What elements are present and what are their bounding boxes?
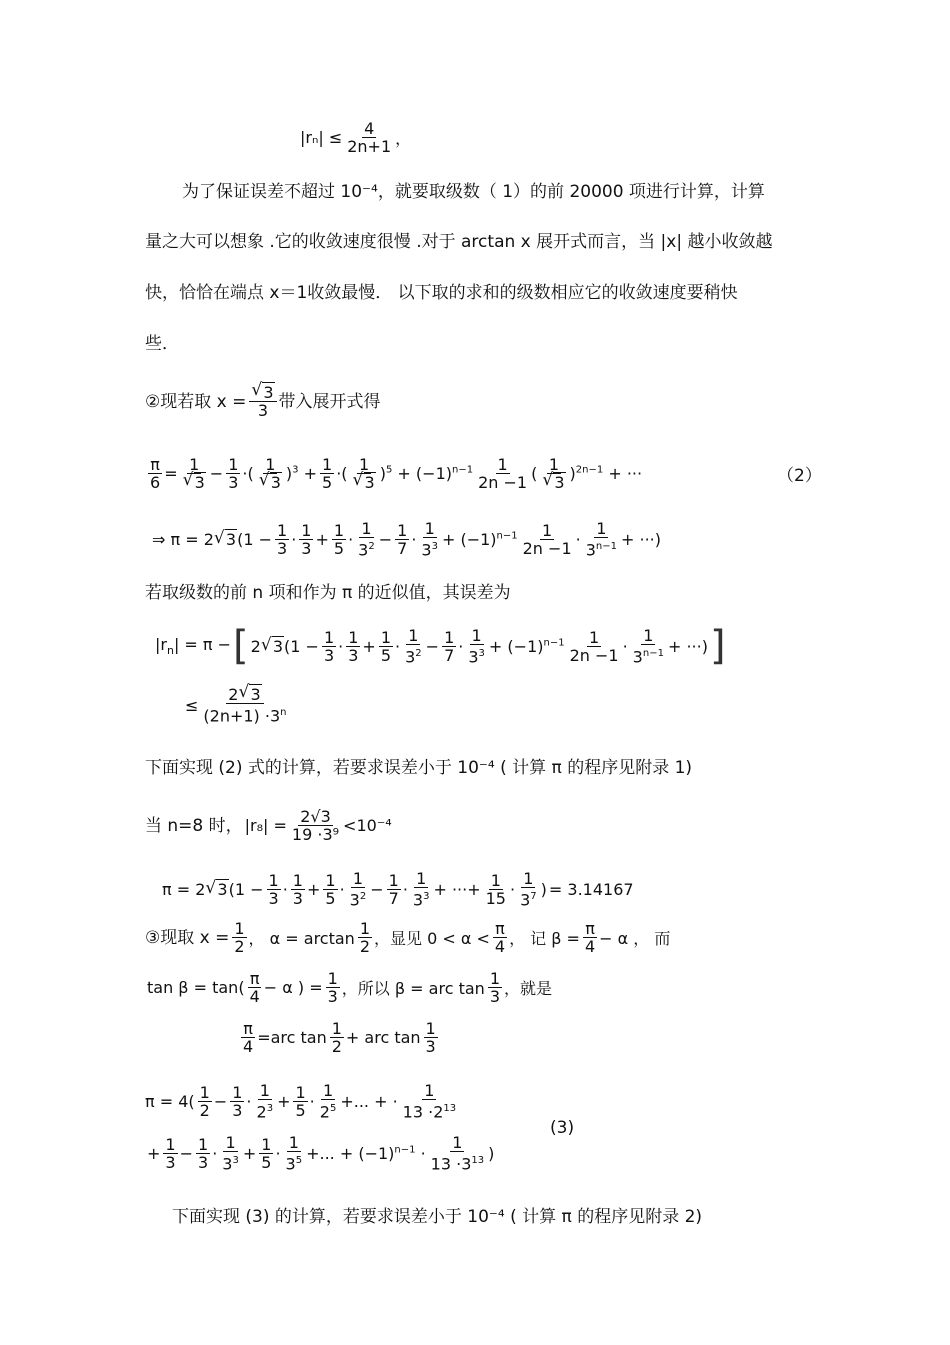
item-3-line: ③现取 x = $\frac{1}{2}$ ， α = arctan $\frac{1}{2}$ ，显见 0 < α < $\frac{\pi}{4}$ ， 记 β = $\frac{\pi}{4}$ − α ， 而 — [145, 919, 671, 956]
tan-line-part: − α ) = — [263, 978, 323, 997]
error-bound-fraction — [345, 120, 393, 155]
item-3-part: ，显见 0 < α < — [374, 929, 490, 948]
identity-part: =arc tan — [257, 1028, 327, 1047]
error-bound-series: $|r_n| = \pi$ − [ 2√ 3(1 − $\frac{1}{3}$ · $\frac{1}{3}$ + $\frac{1}{5}$ · $\frac{1}{3^2}$ − $\frac{1}{7}$ · $\frac{1}{3^3}$ + $(-1)^{n-1}$ $\frac{1}{2n -1}$ · $\frac{1}{3^{n-1}}$ + ···) ] — [155, 626, 728, 666]
formula-tail: ， — [395, 129, 412, 148]
fraction-denominator: 19 ·3⁹ — [291, 825, 340, 844]
series-2-formula: $\frac{\pi}{6}$ = 1 √ 3 − $\frac{1}{3}$ ·( 1 √ 3 )$^3$ + $\frac{1}{5}$ ·( 1 √ 3 )$^5 + (-1)^{n-1}$ $\frac{1}{2n -1}$ ( 1 √ 3 )$^{2n-1}$ + ··· — [147, 456, 644, 491]
item-2-tail: 带入展开式得 — [278, 391, 381, 412]
equation-number-3: (3) — [550, 1118, 575, 1138]
paragraph-line: 量之大可以想象 .它的收敛速度很慢 .对于 arctan x 展开式而言，当 |x| 越小收敛越 — [145, 232, 773, 252]
series-3-line-2: + $\frac{1}{3}$ − $\frac{1}{3}$ · $\frac{1}{3^3}$ + $\frac{1}{5}$ · $\frac{1}{3^5}$ +... + $(-1)^{n-1}$ · $\frac{1}{13 \cdot 3^{13}}$ ) — [147, 1133, 495, 1174]
fraction-numerator: 3 — [263, 383, 274, 402]
identity-part: + arc tan — [345, 1028, 421, 1047]
n8-label: 当 n=8 时， — [145, 815, 243, 836]
implementation-line-2: 下面实现 (2) 式的计算，若要求误差小于 10⁻⁴ ( 计算 π 的程序见附录 1) — [145, 758, 693, 778]
n8-lhs: |r₈| = — [244, 816, 287, 835]
equation-number-2: （2） — [777, 466, 822, 486]
tan-beta-line: tan β = tan( $\frac{\pi}{4}$ − α ) = $\frac{1}{3}$ ，所以 β = arc tan $\frac{1}{3}$ ，就是 — [147, 969, 553, 1006]
error-bound-lhs: |rₙ| ≤ — [300, 128, 343, 147]
n8-tail: <10⁻⁴ — [343, 816, 392, 835]
paragraph-line: 快，恰恰在端点 x＝1收敛最慢． 以下取的求和的级数相应它的收敛速度要稍快 — [145, 283, 738, 303]
item-2-line — [145, 384, 383, 419]
n8-fraction — [290, 808, 341, 843]
tan-line-part: tan β = tan( — [147, 978, 245, 997]
series-2-pi-formula: ⇒ π = 2√ 3(1 − $\frac{1}{3}$ · $\frac{1}{3}$ + $\frac{1}{5}$ · $\frac{1}{3^2}$ − $\frac{1}{7}$ · $\frac{1}{3^3}$ + $(-1)^{n-1}$ $\frac{1}{2n -1}$ · $\frac{1}{3^{n-1}}$ + ···) — [152, 520, 663, 558]
paragraph-line: 为了保证误差不超过 10⁻⁴，就要取级数（ 1）的前 20000 项进行计算，计算 — [182, 182, 765, 202]
item-2-label: ②现若取 x = — [145, 391, 247, 412]
fraction-numerator: 4 — [364, 119, 375, 138]
error-bound-formula — [300, 120, 413, 155]
fraction-denominator: 3 — [257, 401, 269, 420]
fraction-denominator: 2n+1 — [347, 137, 392, 156]
quarter-pi-identity: $\frac{\pi}{4}$ =arc tan $\frac{1}{2}$ + arc tan $\frac{1}{3}$ — [243, 1019, 436, 1056]
error-bound-estimate: ≤ $\frac{2√ 3}{(2n+1) \cdot 3^n}$ — [185, 686, 291, 724]
item-3-part: − α ， 而 — [599, 929, 671, 948]
paragraph-line: 些． — [145, 334, 179, 354]
series-3-line-1: π = 4( $\frac{1}{2}$ − $\frac{1}{3}$ · $\frac{1}{2^3}$ + $\frac{1}{5}$ · $\frac{1}{2^5}$ +... + · $\frac{1}{13 \cdot 2^{13}}$ — [145, 1081, 457, 1122]
error-description-line: 若取级数的前 n 项和作为 π 的近似值，其误差为 — [145, 583, 511, 603]
item-3-part: ， α = arctan — [248, 929, 355, 948]
n8-error-line — [145, 808, 394, 843]
sqrt3-over-3-fraction — [249, 384, 276, 419]
tan-line-part: ，所以 β = arc tan — [341, 979, 485, 998]
tan-line-part: ，就是 — [504, 979, 553, 998]
implementation-line-3: 下面实现 (3) 的计算，若要求误差小于 10⁻⁴ ( 计算 π 的程序见附录 2) — [172, 1207, 703, 1227]
item-3-label: ③现取 x = — [145, 927, 230, 948]
item-3-part: ， 记 β = — [509, 929, 580, 948]
pi-result: = 3.14167 — [548, 879, 634, 899]
fraction-numerator: 2√3 — [300, 807, 331, 826]
pi-approximation-formula: π = 2√ 3(1 − $\frac{1}{3}$ · $\frac{1}{3}$ + $\frac{1}{5}$ · $\frac{1}{3^2}$ − $\frac{1}{7}$ · $\frac{1}{3^3}$ + ···+ $\frac{1}{15}$ · $\frac{1}{3^7}$ ) = 3.14167 — [162, 870, 636, 908]
